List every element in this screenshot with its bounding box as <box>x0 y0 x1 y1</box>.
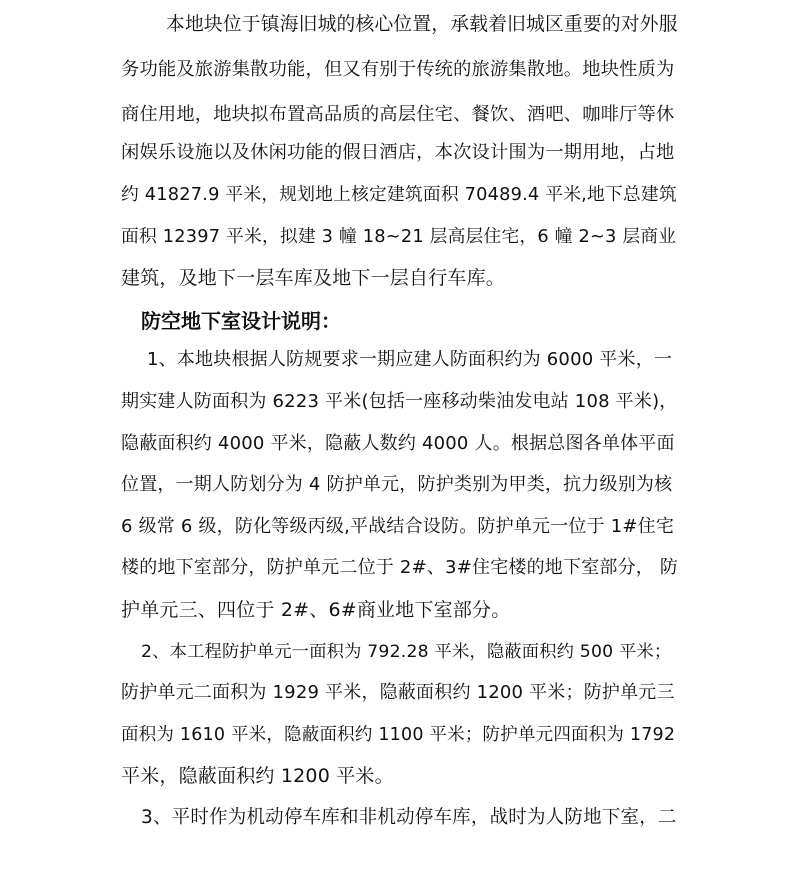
item1-line-4: 位置，一期人防划分为 4 防护单元，防护类别为甲类，抗力级别为核 <box>121 474 673 495</box>
intro-line-2: 务功能及旅游集散功能，但又有别于传统的旅游集散地。地块性质为 <box>121 59 675 80</box>
item1-line-2: 期实建人防面积为 6223 平米(包括一座移动柴油发电站 108 平米)， <box>121 391 678 412</box>
intro-line-5: 约 41827.9 平米，规划地上核定建筑面积 70489.4 平米,地下总建筑 <box>121 185 677 205</box>
intro-line-6: 面积 12397 平米，拟建 3 幢 18~21 层高层住宅，6 幢 2~3 层商业 <box>121 227 677 247</box>
intro-line-4: 闲娱乐设施以及休闲功能的假日酒店，本次设计围为一期用地，占地 <box>121 142 675 163</box>
item1-line-3: 隐蔽面积约 4000 平米，隐蔽人数约 4000 人。根据总图各单体平面 <box>121 433 675 454</box>
item1-line-5: 6 级常 6 级，防化等级丙级,平战结合设防。防护单元一位于 1#住宅 <box>121 516 675 537</box>
item2-line-4: 平米，隐蔽面积约 1200 平米。 <box>121 765 394 787</box>
intro-line-7: 建筑，及地下一层车库及地下一层自行车库。 <box>121 267 506 289</box>
item1-line-1: 1、本地块根据人防规要求一期应建人防面积约为 6000 平米，一 <box>147 349 673 370</box>
item1-line-7: 护单元三、四位于 2#、6#商业地下室部分。 <box>121 599 511 621</box>
intro-line-1: 本地块位于镇海旧城的核心位置，承载着旧城区重要的对外服 <box>166 14 678 35</box>
section-title: 防空地下室设计说明： <box>141 309 341 333</box>
intro-line-3: 商住用地，地块拟布置高品质的高层住宅、餐饮、酒吧、咖啡厅等休 <box>121 104 675 125</box>
item2-line-3: 面积为 1610 平米，隐蔽面积约 1100 平米；防护单元四面积为 1792 <box>121 725 676 745</box>
item2-line-2: 防护单元二面积为 1929 平米，隐蔽面积约 1200 平米；防护单元三 <box>121 682 675 703</box>
item1-line-6: 楼的地下室部分，防护单元二位于 2#、3#住宅楼的地下室部分， 防 <box>121 557 679 578</box>
item3-line-1: 3、平时作为机动停车库和非机动停车库，战时为人防地下室，二 <box>141 807 677 828</box>
item2-line-1: 2、本工程防护单元一面积为 792.28 平米，隐蔽面积约 500 平米； <box>141 642 672 662</box>
